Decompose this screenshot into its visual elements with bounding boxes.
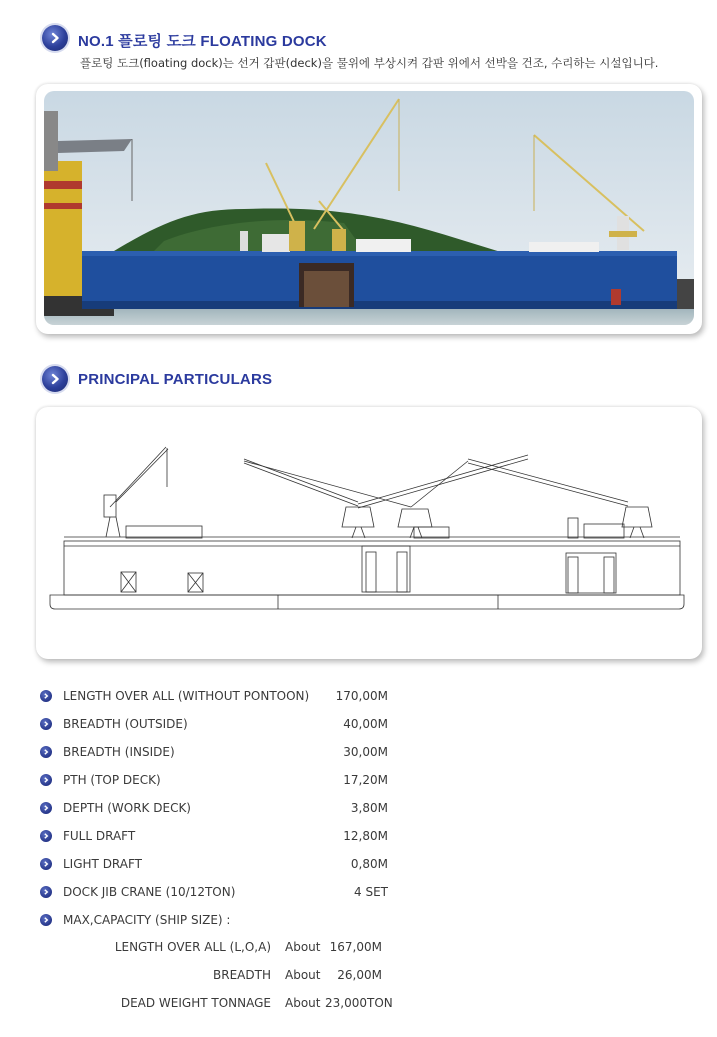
row-bullet-icon bbox=[40, 718, 52, 730]
capacity-label: DEAD WEIGHT TONNAGE bbox=[120, 996, 271, 1010]
spec-row bbox=[40, 910, 388, 930]
row-bullet-icon bbox=[40, 858, 52, 870]
spec-label: LIGHT DRAFT bbox=[63, 857, 143, 871]
spec-row bbox=[40, 714, 388, 734]
spec-label: MAX,CAPACITY (SHIP SIZE) : bbox=[63, 913, 231, 927]
spec-row bbox=[40, 798, 388, 818]
capacity-row bbox=[0, 940, 717, 960]
spec-value: 17,20M bbox=[343, 773, 388, 787]
capacity-row bbox=[0, 968, 717, 988]
drawing-frame bbox=[36, 407, 702, 659]
spec-label: LENGTH OVER ALL (WITHOUT PONTOON) bbox=[63, 689, 310, 703]
row-bullet-icon bbox=[40, 774, 52, 786]
capacity-value: 23,000TON bbox=[325, 996, 393, 1010]
spec-value: 12,80M bbox=[343, 829, 388, 843]
spec-label: FULL DRAFT bbox=[63, 829, 136, 843]
spec-row bbox=[40, 854, 388, 874]
capacity-about: About bbox=[285, 940, 321, 954]
spec-row bbox=[40, 770, 388, 790]
spec-row bbox=[40, 882, 388, 902]
spec-row bbox=[40, 826, 388, 846]
capacity-row bbox=[0, 996, 717, 1016]
spec-value: 0,80M bbox=[350, 857, 388, 871]
capacity-about: About bbox=[285, 968, 321, 982]
row-bullet-icon bbox=[40, 802, 52, 814]
spec-label: DEPTH (WORK DECK) bbox=[63, 801, 191, 815]
row-bullet-icon bbox=[40, 690, 52, 702]
row-bullet-icon bbox=[40, 914, 52, 926]
capacity-value: 167,00M bbox=[329, 940, 382, 954]
row-bullet-icon bbox=[40, 746, 52, 758]
section-title-floating-dock: NO.1 플로팅 도크 FLOATING DOCK bbox=[78, 33, 327, 50]
capacity-about: About bbox=[285, 996, 321, 1010]
section-bullet-icon bbox=[42, 366, 68, 392]
spec-row bbox=[40, 742, 388, 762]
capacity-label: BREADTH bbox=[213, 968, 271, 982]
row-bullet-icon bbox=[40, 886, 52, 898]
spec-label: BREADTH (OUTSIDE) bbox=[63, 717, 188, 731]
spec-label: BREADTH (INSIDE) bbox=[63, 745, 175, 759]
spec-value: 30,00M bbox=[343, 745, 388, 759]
dock-elevation-drawing bbox=[36, 407, 702, 659]
floating-dock-photo bbox=[44, 91, 694, 325]
section-intro-text: 플로팅 도크(floating dock)는 선거 갑판(deck)을 물위에 부상시켜 갑판 위에서 선박을 건조, 수리하는 시설입니다. bbox=[80, 56, 659, 70]
spec-value: 40,00M bbox=[343, 717, 388, 731]
spec-value: 3,80M bbox=[350, 801, 388, 815]
section-bullet-icon bbox=[42, 25, 68, 51]
spec-value: 4 SET bbox=[354, 885, 388, 899]
photo-frame bbox=[36, 84, 702, 334]
row-bullet-icon bbox=[40, 830, 52, 842]
section-title-principal-particulars: PRINCIPAL PARTICULARS bbox=[78, 371, 273, 388]
capacity-label: LENGTH OVER ALL (L,O,A) bbox=[114, 940, 271, 954]
spec-row bbox=[40, 686, 388, 706]
spec-label: DOCK JIB CRANE (10/12TON) bbox=[63, 885, 236, 899]
spec-label: PTH (TOP DECK) bbox=[63, 773, 161, 787]
spec-value: 170,00M bbox=[335, 689, 388, 703]
capacity-value: 26,00M bbox=[337, 968, 382, 982]
